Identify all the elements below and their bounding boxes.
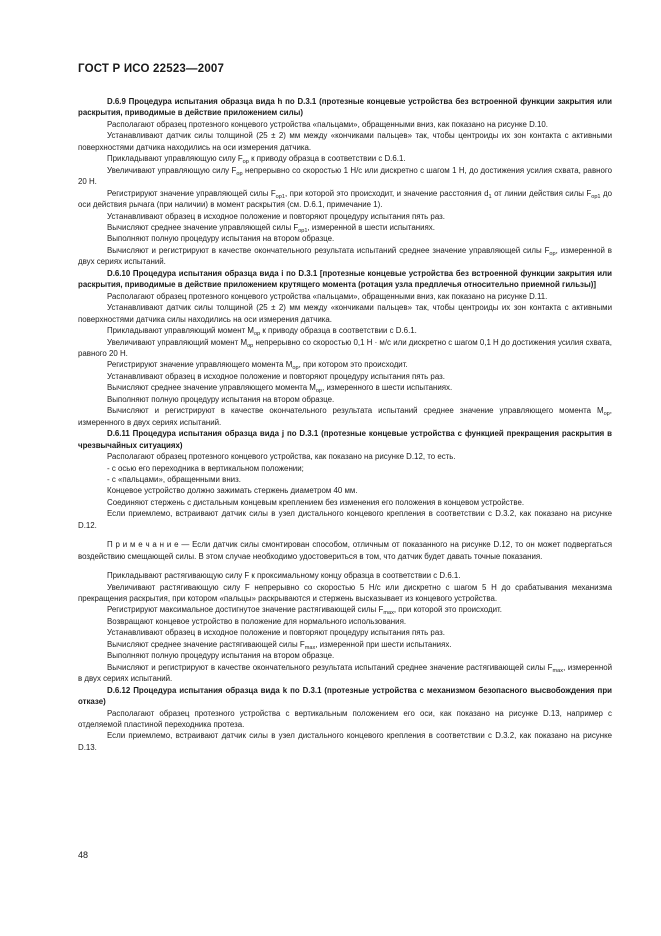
- page-number: 48: [78, 850, 89, 860]
- paragraph: Прикладывают растягивающую силу F к проксимальному концу образца в соответствии с D.6.1.: [107, 571, 461, 581]
- document-body: [78, 96, 612, 753]
- paragraph: Регистрируют значение управляющего момента $M_{ор}$, при котором это происходит.: [107, 360, 408, 372]
- paragraph: Вычисляют среднее значение управляющей силы $F_{ор1}$, измеренной в шести испытаниях.: [107, 222, 435, 234]
- section-heading-d-6-10: D.6.10 Процедура испытания образца вида i по D.3.1 [протезные концевые устройства без встроенной функции закрытия или раскрытия, приводимые в действие приложением крутящего момента (ротация узла предплечья относительно приемной гильзы)]: [78, 268, 612, 290]
- paragraph: Устанавливают образец в исходное положение и повторяют процедуру испытания пять раз.: [107, 628, 445, 638]
- paragraph: Регистрируют максимальное достигнутое значение растягивающей силы $F_{max}$, при которой это происходит.: [107, 605, 502, 617]
- paragraph: Устанавливают датчик силы толщиной (25 ± 2) мм между «кончиками пальцев» так, чтобы центроиды их зон контакта с активными поверхностями датчика силы находились на оси измерения датчика.: [78, 303, 612, 324]
- paragraph: Вычисляют и регистрируют в качестве окончательного результата испытаний среднее значение растягивающей силы $F_{max}$, измеренной в двух сериях испытаний.: [78, 662, 613, 684]
- paragraph: Прикладывают управляющий момент $M_{ор}$ к приводу образца в соответствии с D.6.1.: [107, 326, 417, 338]
- section-heading-d-6-11: D.6.11 Процедура испытания образца вида j по D.3.1 (протезные концевые устройства с функцией прекращения раскрытия в чрезвычайных ситуациях): [78, 429, 612, 450]
- paragraph: Если приемлемо, встраивают датчик силы в узел дистального концевого крепления в соответствии с D.3.2, как показано на рисунке D.13.: [78, 731, 612, 752]
- note-label: П р и м е ч а н и е: [107, 540, 179, 550]
- paragraph: Соединяют стержень с дистальным концевым креплением без изменения его положения в концевом устройстве.: [107, 497, 525, 507]
- paragraph: Увеличивают управляющий момент $M_{ор}$ непрерывно со скоростью 0,1 Н · м/с или дискретно с шагом 0,1 Н до достижения усилия схвата, равного 20 Н.: [78, 337, 612, 358]
- paragraph: Регистрируют значение управляющей силы $F_{ор1}$, при которой это происходит, и значение расстояния $d_1$ от линии действия силы $F_{ор1}$ до оси действия рычага (при наличии) в момент раскрытия (см. D.6.1, примечание 1).: [78, 188, 612, 210]
- paragraph: Возвращают концевое устройство в положение для нормального использования.: [107, 616, 407, 626]
- paragraph: Вычисляют среднее значение растягивающей силы $F_{max}$, измеренной при шести испытаниях.: [107, 639, 452, 651]
- paragraph: Располагают образец протезного концевого устройства «пальцами», обращенными вниз, как показано на рисунке D.10.: [107, 119, 548, 129]
- section-heading-d-6-9: D.6.9 Процедура испытания образца вида h по D.3.1 (протезные концевые устройства без встроенной функции закрытия или раскрытия, приводимые в действие приложением силы): [78, 97, 612, 118]
- paragraph: Устанавливают образец в исходное положение и повторяют процедуру испытания пять раз.: [107, 371, 445, 381]
- paragraph: Вычисляют и регистрируют в качестве окончательного результата испытаний среднее значение управляющей силы $F_{ор}$, измеренной в двух сериях испытаний.: [78, 245, 612, 267]
- paragraph: Выполняют полную процедуру испытания на втором образце.: [107, 234, 335, 244]
- paragraph: Располагают образец протезного концевого устройства, как показано на рисунке D.12, то есть.: [107, 452, 456, 462]
- paragraph: Устанавливают образец в исходное положение и повторяют процедуру испытания пять раз.: [107, 211, 445, 221]
- paragraph: Устанавливают датчик силы толщиной (25 ± 2) мм между «кончиками пальцев» так, чтобы центроиды их зон контакта с активными поверхностями датчика находились на оси измерения датчика.: [78, 131, 612, 152]
- paragraph: Вычисляют и регистрируют в качестве окончательного результата испытаний среднее значение управляющего момента $M_{ор}$, измеренного в двух сериях испытаний.: [78, 406, 612, 427]
- paragraph: Вычисляют среднее значение управляющего момента $M_{ор}$, измеренного в шести испытаниях.: [107, 383, 453, 395]
- list-item: - с «пальцами», обращенными вниз.: [107, 474, 241, 484]
- paragraph: Увеличивают растягивающую силу F непрерывно со скоростью 5 Н/с или дискретно с шагом 5 Н до срабатывания механизма прекращения раскрытия, при котором «пальцы» раскрываются и стержень высказывает из концевого устройства.: [78, 582, 612, 604]
- paragraph: Выполняют полную процедуру испытания на втором образце.: [107, 394, 335, 404]
- section-heading-d-6-12: D.6.12 Процедура испытания образца вида k по D.3.1 (протезные устройства с механизмом безопасного высвобождения при отказе): [78, 685, 612, 707]
- paragraph: Располагают образец протезного концевого устройства «пальцами», обращенными вниз, как показано на рисунке D.11.: [107, 291, 548, 301]
- paragraph: Если приемлемо, встраивают датчик силы в узел дистального концевого крепления в соответствии с D.3.2, как показано на рисунке D.12.: [78, 509, 612, 530]
- list-item: - с осью его переходника в вертикальном положении;: [107, 463, 304, 473]
- paragraph: Прикладывают управляющую силу $F_{ор}$ к приводу образца в соответствии с D.6.1.: [107, 154, 406, 166]
- paragraph: Увеличивают управляющую силу $F_{ор}$ непрерывно со скоростью 1 Н/с или дискретно с шагом 1 Н, до достижения усилия схвата, равного 20 Н.: [78, 165, 612, 187]
- paragraph: Располагают образец протезного устройства с вертикальным положением его оси, как показано на рисунке D.13, например с отделяемой пластиной переходника протеза.: [78, 708, 612, 730]
- document-header: ГОСТ Р ИСО 22523—2007: [78, 63, 225, 75]
- note: П р и м е ч а н и е — Если датчик силы смонтирован способом, отличным от показанного на рисунке D.12, то он может подвергаться воздействию смещающей силы. В этом случае необходимо удостовериться в том, что датчик будет давать точные показания.: [78, 540, 612, 561]
- paragraph: Концевое устройство должно зажимать стержень диаметром 40 мм.: [107, 486, 358, 496]
- paragraph: Выполняют полную процедуру испытания на втором образце.: [107, 651, 335, 661]
